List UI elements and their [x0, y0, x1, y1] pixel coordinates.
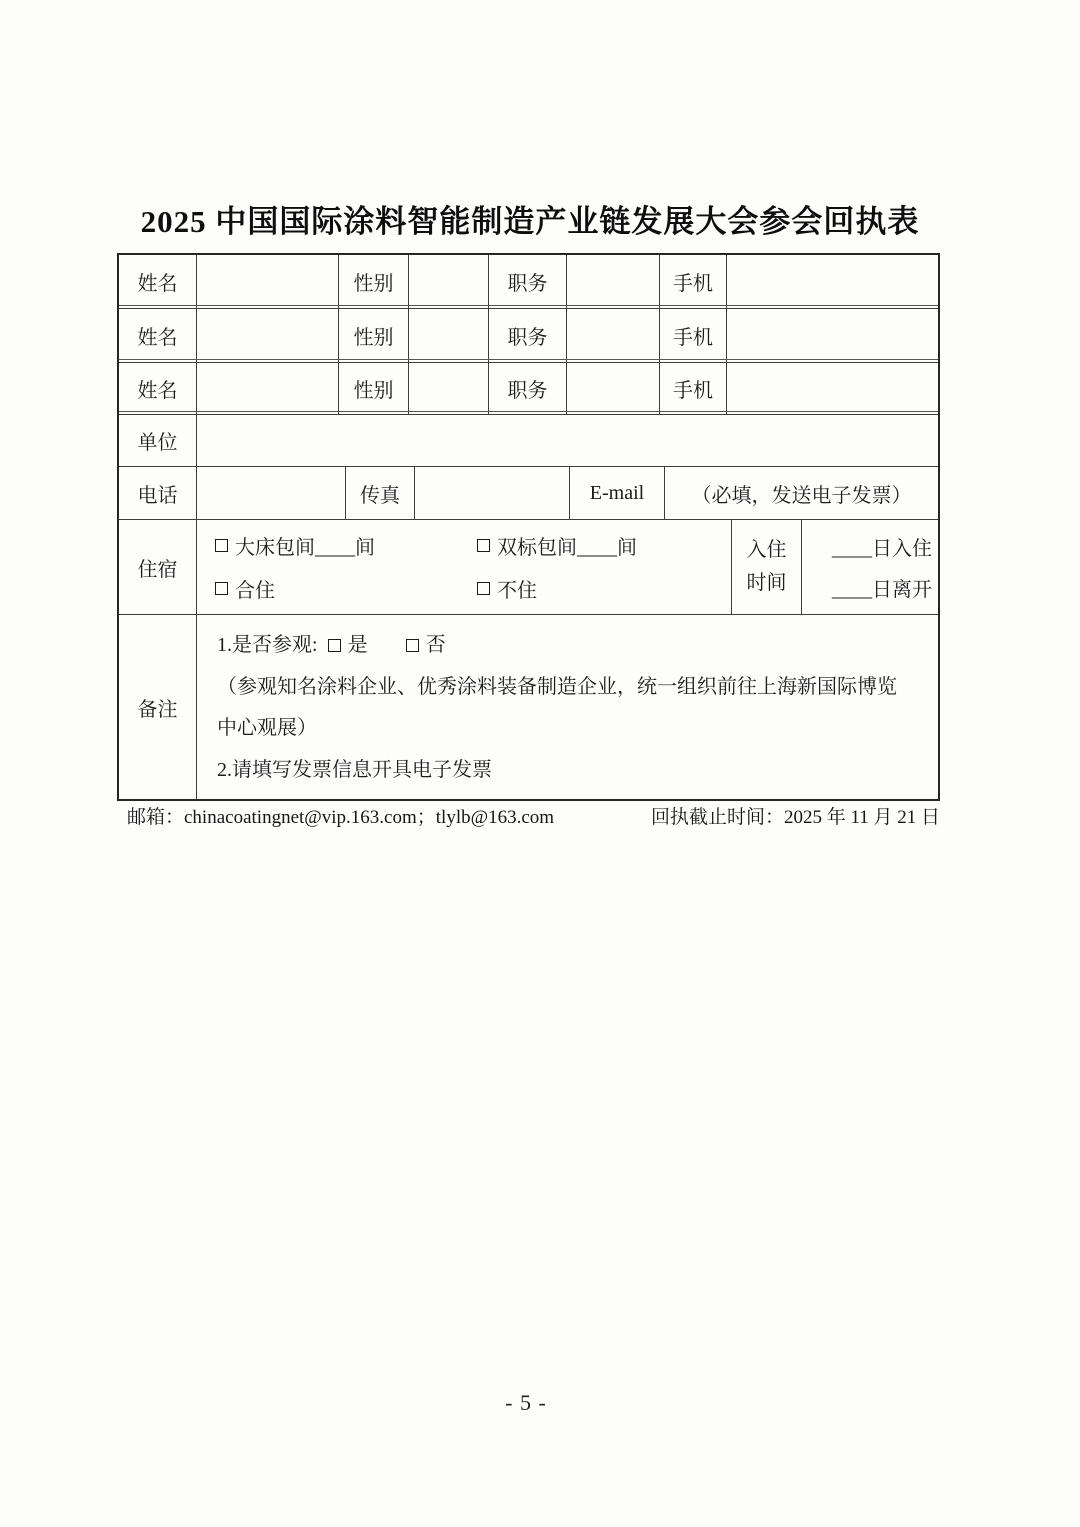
footer-line — [127, 802, 940, 829]
reply-deadline: 回执截止时间：2025 年 11 月 21 日 — [650, 807, 940, 828]
king-room-label: 大床包间____间 — [235, 537, 375, 559]
fax-label: 传真 — [346, 467, 415, 519]
position-label: 职务 — [489, 363, 567, 414]
remarks-content — [197, 615, 938, 799]
checkin-blank: ____日入住 — [832, 538, 932, 560]
gender-label: 性别 — [339, 309, 409, 362]
lodging-option-twin — [477, 531, 637, 560]
gender-field-2[interactable] — [409, 309, 489, 362]
visit-no-label: 否 — [425, 634, 446, 656]
invoice-note: 2.请填写发票信息开具电子发票 — [217, 758, 492, 781]
name-field-2[interactable] — [197, 309, 339, 362]
visit-note: （参观知名涂料企业、优秀涂料装备制造企业，统一组织前往上海新国际博览中心观展） — [217, 675, 897, 740]
contact-row — [119, 467, 938, 520]
lodging-options-cell — [197, 520, 732, 614]
mobile-field-3[interactable] — [727, 363, 938, 414]
contact-emails: 邮箱：chinacoatingnet@vip.163.com；tlylb@163.com — [127, 807, 555, 828]
shared-room-checkbox[interactable] — [215, 582, 228, 595]
visit-question-label: 1.是否参观: — [217, 634, 318, 656]
twin-room-label: 双标包间____间 — [497, 537, 637, 559]
position-field-2[interactable] — [567, 309, 660, 362]
lodging-option-king — [215, 531, 477, 560]
checkout-blank: ____日离开 — [832, 579, 932, 601]
name-field-1[interactable] — [197, 255, 339, 308]
phone-label: 电话 — [119, 467, 197, 519]
gender-label: 性别 — [339, 363, 409, 414]
attendee-row-1 — [119, 255, 938, 309]
no-stay-label: 不住 — [497, 580, 537, 602]
remarks-row — [119, 615, 938, 799]
gender-field-3[interactable] — [409, 363, 489, 414]
visit-no-checkbox[interactable] — [406, 639, 419, 652]
mobile-label: 手机 — [660, 255, 727, 308]
email-required-note: （必填，发送电子发票） — [691, 484, 912, 507]
mobile-field-2[interactable] — [727, 309, 938, 362]
position-label: 职务 — [489, 255, 567, 308]
fax-field[interactable] — [415, 467, 570, 519]
lodging-option-nostay — [477, 574, 637, 603]
twin-room-checkbox[interactable] — [477, 539, 490, 552]
shared-room-label: 合住 — [235, 580, 275, 602]
attendee-row-3 — [119, 363, 938, 415]
name-label: 姓名 — [119, 255, 197, 308]
attendee-row-2 — [119, 309, 938, 363]
reply-form-table — [117, 253, 940, 801]
mobile-field-1[interactable] — [727, 255, 938, 308]
lodging-label: 住宿 — [119, 520, 197, 614]
name-label: 姓名 — [119, 309, 197, 362]
remarks-label: 备注 — [119, 615, 197, 799]
email-label: E-mail — [570, 467, 665, 519]
name-field-3[interactable] — [197, 363, 339, 414]
page-number: - 5 - — [505, 1390, 547, 1415]
lodging-row — [119, 520, 938, 615]
visit-yes-checkbox[interactable] — [328, 639, 341, 652]
no-stay-checkbox[interactable] — [477, 582, 490, 595]
unit-field[interactable] — [197, 415, 938, 466]
form-title: 2025 中国国际涂料智能制造产业链发展大会参会回执表 — [140, 204, 920, 239]
checkin-time-label: 入住 时间 — [732, 520, 802, 614]
visit-yes-label: 是 — [347, 634, 368, 656]
mobile-label: 手机 — [660, 363, 727, 414]
position-label: 职务 — [489, 309, 567, 362]
king-room-checkbox[interactable] — [215, 539, 228, 552]
position-field-1[interactable] — [567, 255, 660, 308]
position-field-3[interactable] — [567, 363, 660, 414]
mobile-label: 手机 — [660, 309, 727, 362]
phone-field[interactable] — [197, 467, 346, 519]
gender-label: 性别 — [339, 255, 409, 308]
name-label: 姓名 — [119, 363, 197, 414]
checkin-checkout-cell[interactable] — [802, 520, 938, 614]
visit-question-line — [217, 625, 914, 667]
unit-row — [119, 415, 938, 467]
lodging-option-shared — [215, 574, 477, 603]
unit-label: 单位 — [119, 415, 197, 466]
gender-field-1[interactable] — [409, 255, 489, 308]
